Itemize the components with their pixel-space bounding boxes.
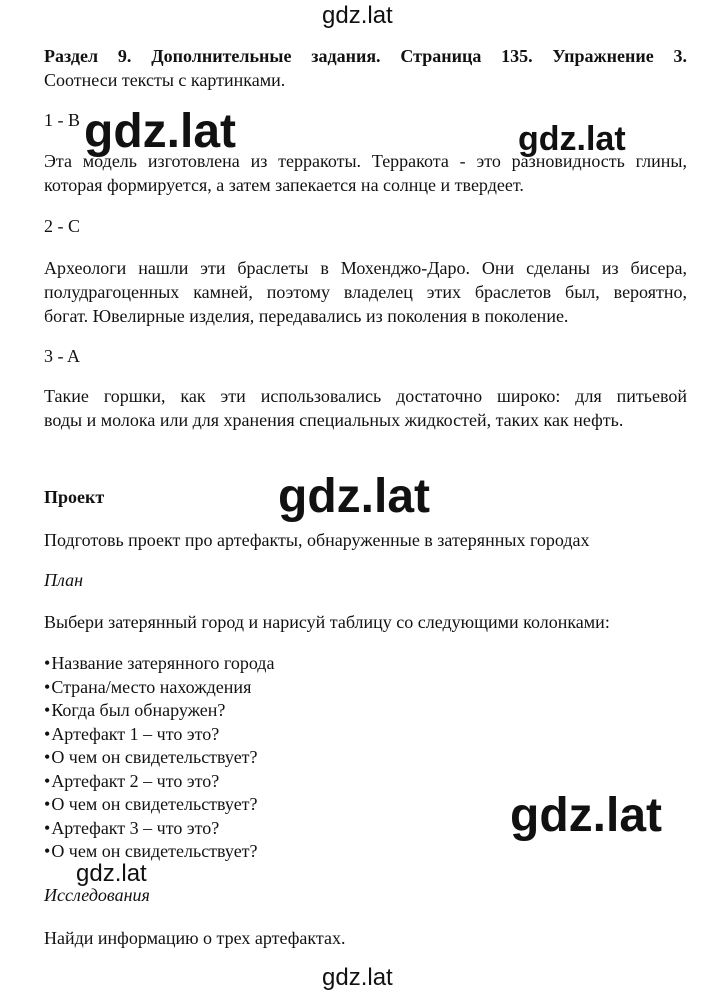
answer-1-label: 1 - B [44,110,80,130]
exercise-instruction: Соотнеси тексты с картинками. [44,70,286,90]
exercise-title: Раздел 9. Дополнительные задания. Страница 135. Упражнение 3. [44,46,687,66]
list-item: • О чем он свидетельствует? [44,746,444,770]
watermark-top: gdz.lat [322,2,393,29]
answer-1-line-2: которая формируется, а затем запекается на солнце и твердеет. [44,175,524,195]
list-item: • О чем он свидетельствует? [44,840,444,864]
watermark-center: gdz.lat [278,470,430,523]
watermark-bottom: gdz.lat [322,964,393,991]
answer-2-line-3: богат. Ювелирные изделия, передавались из поколения в поколение. [44,306,569,326]
watermark-lower-right: gdz.lat [510,789,662,842]
research-text: Найди информацию о трех артефактах. [44,928,346,948]
watermark-lower-left: gdz.lat [76,860,147,887]
list-item: • Страна/место нахождения [44,676,444,700]
list-item: • Артефакт 2 – что это? [44,770,444,794]
plan-text: Выбери затерянный город и нарисуй таблицу со следующими колонками: [44,612,610,632]
answer-3-line-2: воды и молока или для хранения специальных жидкостей, таких как нефть. [44,410,624,430]
answer-2-label: 2 - C [44,216,80,236]
list-item: • Когда был обнаружен? [44,699,444,723]
list-item: • О чем он свидетельствует? [44,793,444,817]
answer-2-line-2: полудрагоценных камней, поэтому владелец этих браслетов был, вероятно, [44,282,687,302]
answer-3-line-1: Такие горшки, как эти использовались достаточно широко: для питьевой [44,386,687,406]
plan-heading: План [44,570,83,590]
project-heading: Проект [44,487,105,507]
watermark-right: gdz.lat [518,120,626,158]
research-heading: Исследования [44,885,150,905]
plan-columns-list [44,652,444,864]
project-task: Подготовь проект про артефакты, обнаруженные в затерянных городах [44,530,590,550]
answer-2-line-1: Археологи нашли эти браслеты в Мохенджо-Даро. Они сделаны из бисера, [44,258,687,278]
watermark-left: gdz.lat [84,105,236,158]
list-item: • Артефакт 1 – что это? [44,723,444,747]
answer-3-label: 3 - A [44,346,80,366]
list-item: • Артефакт 3 – что это? [44,817,444,841]
list-item: • Название затерянного города [44,652,444,676]
answer-1-line-1: Эта модель изготовлена из терракоты. Терракота - это разновидность глины, [44,151,687,171]
